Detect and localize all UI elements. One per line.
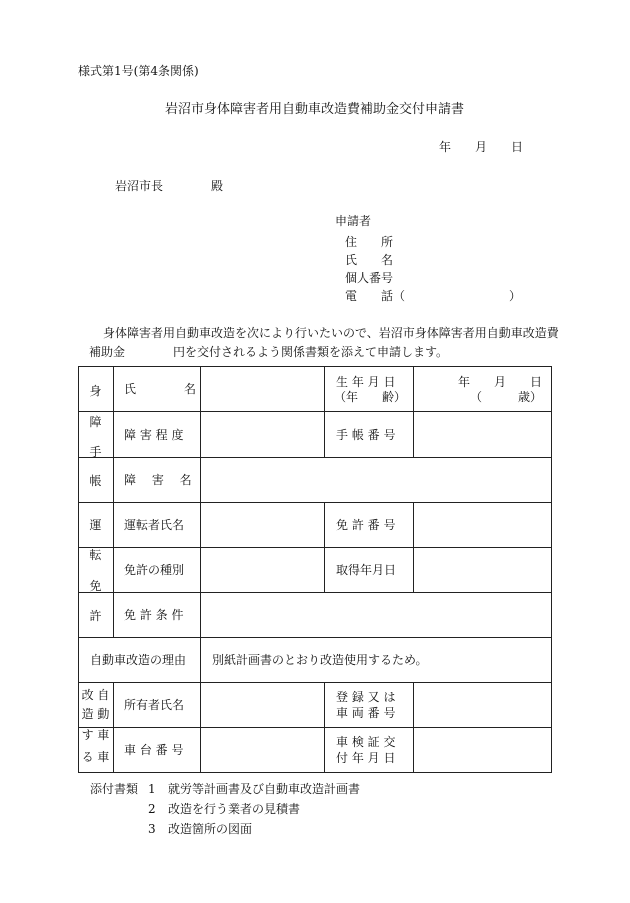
sec1-char-3: 手: [89, 445, 102, 459]
acquisition-date-label: 取得年月日: [336, 563, 397, 577]
sec2-char-3: 免: [89, 579, 102, 593]
birth-label-2: （年 齢）: [334, 390, 407, 404]
reason-value: 別紙計画書のとおり改造使用するため。: [212, 653, 428, 667]
inspection-label-2: 付 年 月 日: [336, 751, 396, 765]
chassis-number-label: 車 台 番 号: [124, 743, 184, 757]
sec2-char-2: 転: [89, 548, 102, 562]
license-type-label: 免許の種別: [124, 563, 185, 577]
applicant-personal-number-label: 個人番号: [345, 271, 394, 285]
attachment-1-text: 就労等計画書及び自動車改造計画書: [168, 782, 361, 796]
attachment-2-number: 2: [148, 802, 156, 816]
applicant-phone-close: ）: [509, 289, 522, 303]
attachments-label: 添付書類: [90, 782, 139, 796]
owner-name-label: 所有者氏名: [124, 698, 185, 712]
body-text-line-2: 補助金 円を交付されるよう関係書類を添えて申請します。: [89, 345, 449, 359]
sec3-line-3: す 車: [81, 728, 110, 742]
birth-value-2: （ 歳）: [470, 390, 543, 404]
applicant-heading: 申請者: [335, 214, 372, 228]
reg-number-label-1: 登 録 又 は: [336, 690, 396, 704]
document-title: 岩沼市身体障害者用自動車改造費補助金交付申請書: [165, 102, 465, 117]
disability-name-label: 障 害 名: [124, 473, 192, 487]
sec2-char-4: 許: [89, 609, 102, 623]
disability-degree-label: 障 害 程 度: [124, 428, 184, 442]
applicant-address-label: 住 所: [345, 235, 394, 249]
sec3-line-2: 造 動: [81, 707, 110, 721]
sec1-char-2: 障: [89, 415, 102, 429]
name-label: 氏 名: [124, 382, 197, 396]
license-conditions-label: 免 許 条 件: [124, 608, 184, 622]
reg-number-label-2: 車 両 番 号: [336, 706, 396, 720]
form-number: 様式第1号(第4条関係): [78, 64, 199, 78]
reason-label: 自動車改造の理由: [90, 653, 187, 667]
handbook-number-label: 手 帳 番 号: [336, 428, 396, 442]
inspection-label-1: 車 検 証 交: [336, 735, 396, 749]
driver-name-label: 運転者氏名: [124, 518, 185, 532]
applicant-phone-label: 電 話（: [345, 289, 406, 303]
sec3-line-4: る 車: [81, 750, 110, 764]
sec1-char-4: 帳: [89, 474, 102, 488]
license-number-label: 免 許 番 号: [336, 518, 396, 532]
attachment-3-number: 3: [148, 822, 156, 836]
sec1-char-1: 身: [89, 384, 102, 398]
body-text-line-1: 身体障害者用自動車改造を次により行いたいので、岩沼市身体障害者用自動車改造費: [103, 326, 559, 340]
sec2-char-1: 運: [89, 518, 102, 532]
attachment-1-number: 1: [148, 782, 156, 796]
application-table: [78, 366, 552, 773]
attachment-2-text: 改造を行う業者の見積書: [168, 802, 301, 816]
applicant-name-label: 氏 名: [345, 253, 394, 267]
attachment-3-text: 改造箇所の図面: [168, 822, 253, 836]
sec3-line-1: 改 自: [81, 688, 110, 702]
date-line: 年 月 日: [439, 140, 524, 154]
birth-label-1: 生 年 月 日: [336, 375, 396, 389]
addressee: 岩沼市長 殿: [115, 179, 224, 193]
birth-value-1: 年 月 日: [458, 375, 543, 389]
